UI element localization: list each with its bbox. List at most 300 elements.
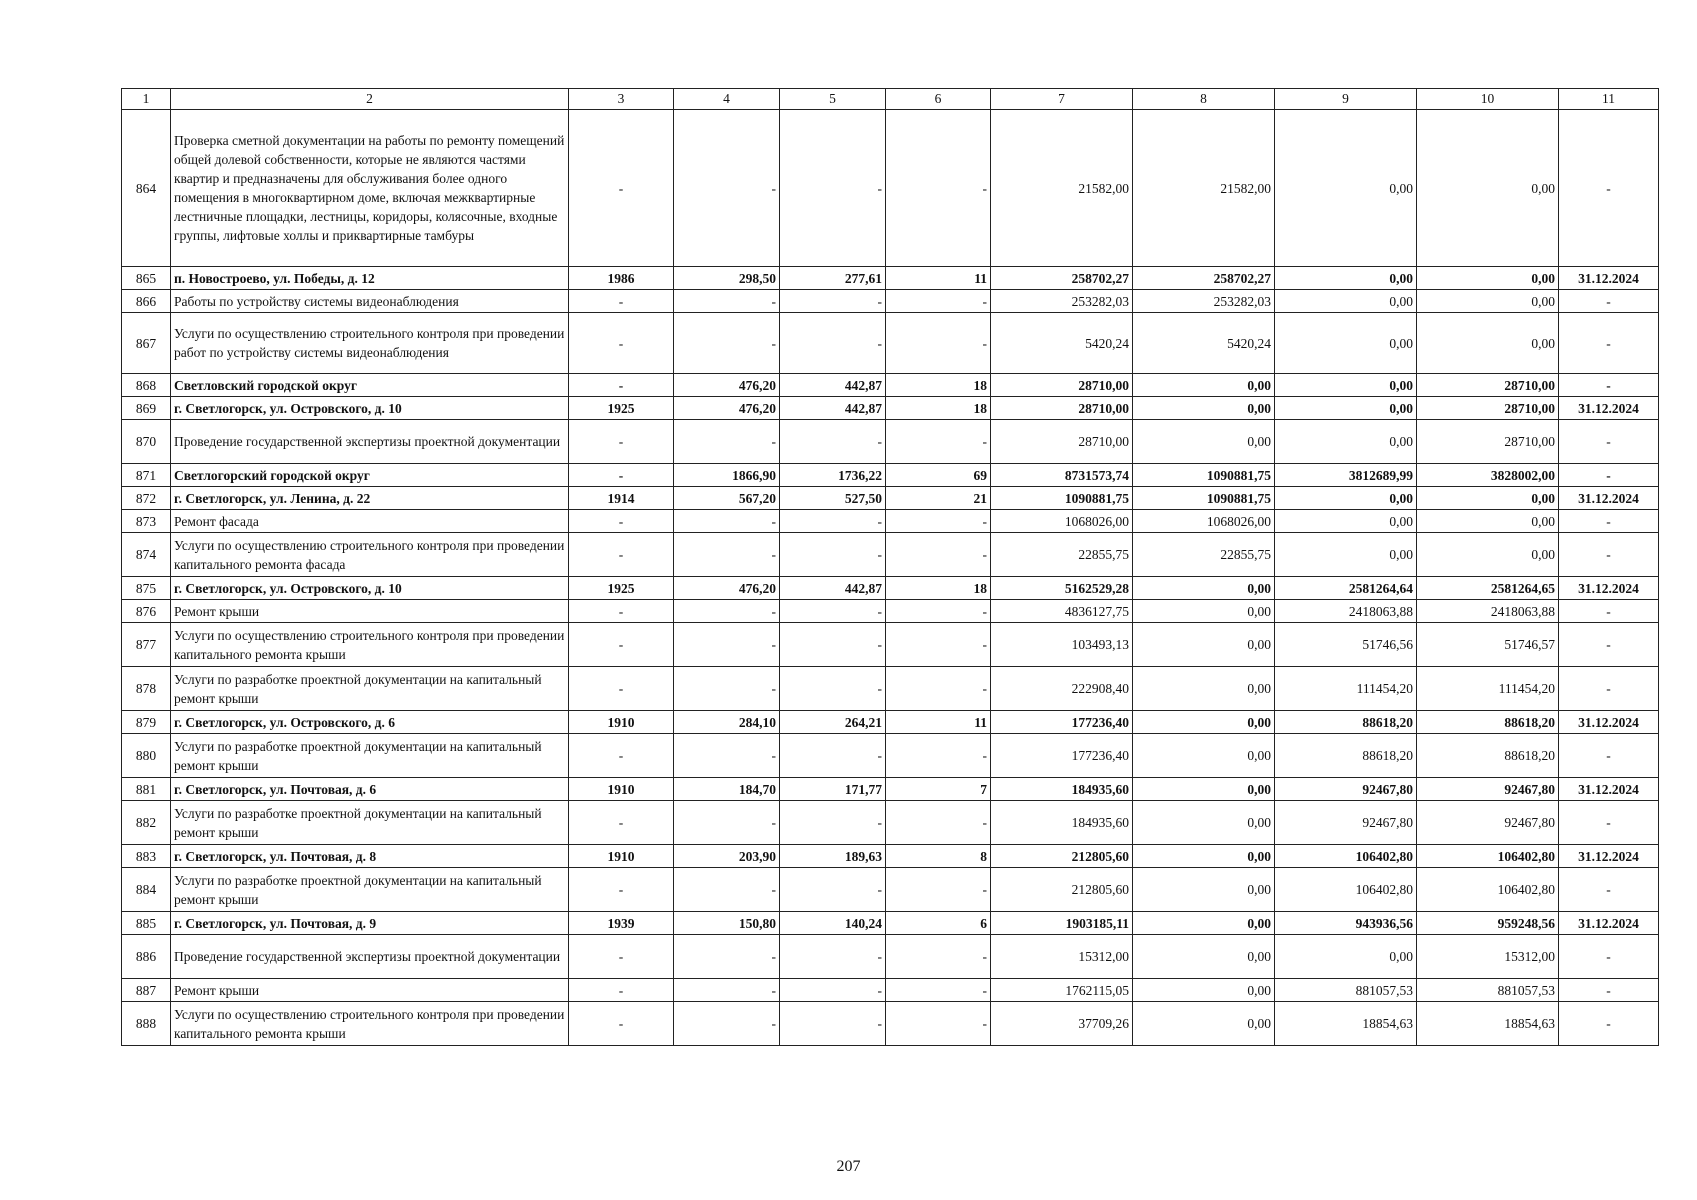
cost-col-9: 3812689,99 — [1275, 464, 1417, 487]
cost-col-9: 18854,63 — [1275, 1002, 1417, 1046]
residents-count: 7 — [886, 778, 991, 801]
cost-col-10: 106402,80 — [1417, 845, 1559, 868]
residents-count: - — [886, 935, 991, 979]
row-description: Услуги по разработке проектной документации на капитальный ремонт крыши — [171, 734, 569, 778]
total-cost: 15312,00 — [991, 935, 1133, 979]
table-row — [122, 374, 1659, 397]
cost-col-10: 92467,80 — [1417, 778, 1559, 801]
row-number: 872 — [122, 487, 171, 510]
deadline-date: - — [1559, 110, 1659, 267]
row-description: г. Светлогорск, ул. Почтовая, д. 8 — [171, 845, 569, 868]
living-area: 442,87 — [780, 397, 886, 420]
total-area: - — [674, 868, 780, 912]
total-area: - — [674, 510, 780, 533]
cost-col-9: 2581264,64 — [1275, 577, 1417, 600]
deadline-date: 31.12.2024 — [1559, 267, 1659, 290]
build-year: - — [569, 510, 674, 533]
total-area: - — [674, 623, 780, 667]
cost-col-10: 88618,20 — [1417, 711, 1559, 734]
row-description: Услуги по осуществлению строительного контроля при проведении капитального ремонта крыши — [171, 623, 569, 667]
table-row — [122, 734, 1659, 778]
cost-col-10: 106402,80 — [1417, 868, 1559, 912]
cost-col-9: 0,00 — [1275, 510, 1417, 533]
row-description: г. Светлогорск, ул. Ленина, д. 22 — [171, 487, 569, 510]
residents-count: 11 — [886, 711, 991, 734]
cost-col-9: 92467,80 — [1275, 801, 1417, 845]
table-row — [122, 778, 1659, 801]
cost-col-10: 15312,00 — [1417, 935, 1559, 979]
total-area: 184,70 — [674, 778, 780, 801]
table-row — [122, 267, 1659, 290]
table-row — [122, 979, 1659, 1002]
cost-col-8: 5420,24 — [1133, 313, 1275, 374]
cost-col-8: 0,00 — [1133, 734, 1275, 778]
residents-count: - — [886, 290, 991, 313]
living-area: - — [780, 110, 886, 267]
total-cost: 177236,40 — [991, 734, 1133, 778]
total-cost: 21582,00 — [991, 110, 1133, 267]
row-number: 874 — [122, 533, 171, 577]
residents-count: 8 — [886, 845, 991, 868]
build-year: - — [569, 600, 674, 623]
total-cost: 28710,00 — [991, 374, 1133, 397]
table-row — [122, 623, 1659, 667]
deadline-date: - — [1559, 868, 1659, 912]
column-header-2: 2 — [171, 89, 569, 110]
table-row — [122, 667, 1659, 711]
row-description: г. Светлогорск, ул. Островского, д. 6 — [171, 711, 569, 734]
cost-col-9: 0,00 — [1275, 420, 1417, 464]
cost-col-10: 51746,57 — [1417, 623, 1559, 667]
row-number: 873 — [122, 510, 171, 533]
total-cost: 177236,40 — [991, 711, 1133, 734]
deadline-date: - — [1559, 420, 1659, 464]
row-description: г. Светлогорск, ул. Почтовая, д. 6 — [171, 778, 569, 801]
cost-col-8: 0,00 — [1133, 935, 1275, 979]
total-cost: 5420,24 — [991, 313, 1133, 374]
residents-count: 6 — [886, 912, 991, 935]
table-row — [122, 510, 1659, 533]
total-cost: 8731573,74 — [991, 464, 1133, 487]
total-area: - — [674, 420, 780, 464]
table-row — [122, 600, 1659, 623]
cost-col-10: 28710,00 — [1417, 397, 1559, 420]
residents-count: - — [886, 979, 991, 1002]
row-number: 870 — [122, 420, 171, 464]
row-number: 885 — [122, 912, 171, 935]
living-area: - — [780, 979, 886, 1002]
table-row — [122, 110, 1659, 267]
build-year: - — [569, 313, 674, 374]
cost-col-8: 0,00 — [1133, 667, 1275, 711]
column-header-11: 11 — [1559, 89, 1659, 110]
row-number: 878 — [122, 667, 171, 711]
deadline-date: 31.12.2024 — [1559, 912, 1659, 935]
build-year: - — [569, 734, 674, 778]
living-area: 527,50 — [780, 487, 886, 510]
residents-count: 21 — [886, 487, 991, 510]
cost-col-10: 0,00 — [1417, 267, 1559, 290]
cost-col-10: 2418063,88 — [1417, 600, 1559, 623]
build-year: 1910 — [569, 711, 674, 734]
deadline-date: - — [1559, 464, 1659, 487]
row-description: г. Светлогорск, ул. Островского, д. 10 — [171, 397, 569, 420]
cost-col-10: 2581264,65 — [1417, 577, 1559, 600]
cost-col-8: 1068026,00 — [1133, 510, 1275, 533]
deadline-date: - — [1559, 374, 1659, 397]
build-year: 1914 — [569, 487, 674, 510]
residents-count: 69 — [886, 464, 991, 487]
living-area: - — [780, 533, 886, 577]
total-area: - — [674, 110, 780, 267]
cost-col-8: 0,00 — [1133, 600, 1275, 623]
cost-col-10: 0,00 — [1417, 290, 1559, 313]
build-year: 1986 — [569, 267, 674, 290]
row-description: Ремонт крыши — [171, 600, 569, 623]
total-area: 476,20 — [674, 577, 780, 600]
row-number: 883 — [122, 845, 171, 868]
row-description: Услуги по осуществлению строительного контроля при проведении капитального ремонта фасада — [171, 533, 569, 577]
deadline-date: - — [1559, 313, 1659, 374]
row-number: 868 — [122, 374, 171, 397]
cost-col-8: 0,00 — [1133, 912, 1275, 935]
total-area: - — [674, 313, 780, 374]
row-number: 887 — [122, 979, 171, 1002]
build-year: - — [569, 290, 674, 313]
column-header-3: 3 — [569, 89, 674, 110]
living-area: - — [780, 1002, 886, 1046]
cost-col-8: 0,00 — [1133, 623, 1275, 667]
row-number: 867 — [122, 313, 171, 374]
table-row — [122, 912, 1659, 935]
cost-col-8: 0,00 — [1133, 420, 1275, 464]
row-number: 888 — [122, 1002, 171, 1046]
deadline-date: - — [1559, 801, 1659, 845]
row-number: 881 — [122, 778, 171, 801]
deadline-date: - — [1559, 623, 1659, 667]
deadline-date: - — [1559, 935, 1659, 979]
cost-col-10: 959248,56 — [1417, 912, 1559, 935]
total-cost: 28710,00 — [991, 397, 1133, 420]
total-cost: 184935,60 — [991, 801, 1133, 845]
cost-col-8: 21582,00 — [1133, 110, 1275, 267]
row-number: 886 — [122, 935, 171, 979]
deadline-date: 31.12.2024 — [1559, 778, 1659, 801]
living-area: - — [780, 801, 886, 845]
build-year: - — [569, 868, 674, 912]
cost-col-8: 258702,27 — [1133, 267, 1275, 290]
living-area: - — [780, 935, 886, 979]
living-area: 189,63 — [780, 845, 886, 868]
cost-col-9: 106402,80 — [1275, 868, 1417, 912]
deadline-date: - — [1559, 533, 1659, 577]
row-description: Проведение государственной экспертизы проектной документации — [171, 420, 569, 464]
cost-col-8: 22855,75 — [1133, 533, 1275, 577]
total-area: 476,20 — [674, 397, 780, 420]
row-description: Светлогорский городской округ — [171, 464, 569, 487]
capital-repair-table — [121, 88, 1659, 1046]
table-row — [122, 397, 1659, 420]
deadline-date: 31.12.2024 — [1559, 711, 1659, 734]
cost-col-10: 0,00 — [1417, 487, 1559, 510]
column-header-1: 1 — [122, 89, 171, 110]
total-area: 1866,90 — [674, 464, 780, 487]
living-area: 277,61 — [780, 267, 886, 290]
total-area: - — [674, 533, 780, 577]
total-cost: 1068026,00 — [991, 510, 1133, 533]
row-number: 877 — [122, 623, 171, 667]
table-row — [122, 711, 1659, 734]
total-area: - — [674, 290, 780, 313]
row-description: Услуги по разработке проектной документации на капитальный ремонт крыши — [171, 868, 569, 912]
cost-col-8: 0,00 — [1133, 845, 1275, 868]
total-area: 476,20 — [674, 374, 780, 397]
cost-col-8: 0,00 — [1133, 979, 1275, 1002]
cost-col-9: 88618,20 — [1275, 734, 1417, 778]
build-year: - — [569, 374, 674, 397]
deadline-date: 31.12.2024 — [1559, 397, 1659, 420]
residents-count: - — [886, 868, 991, 912]
cost-col-8: 1090881,75 — [1133, 464, 1275, 487]
residents-count: - — [886, 623, 991, 667]
living-area: 140,24 — [780, 912, 886, 935]
cost-col-10: 92467,80 — [1417, 801, 1559, 845]
cost-col-8: 1090881,75 — [1133, 487, 1275, 510]
row-description: Проведение государственной экспертизы проектной документации — [171, 935, 569, 979]
column-header-8: 8 — [1133, 89, 1275, 110]
cost-col-9: 0,00 — [1275, 487, 1417, 510]
column-header-5: 5 — [780, 89, 886, 110]
total-cost: 212805,60 — [991, 868, 1133, 912]
living-area: - — [780, 667, 886, 711]
cost-col-9: 0,00 — [1275, 374, 1417, 397]
living-area: 171,77 — [780, 778, 886, 801]
deadline-date: 31.12.2024 — [1559, 577, 1659, 600]
row-number: 880 — [122, 734, 171, 778]
table-row — [122, 801, 1659, 845]
cost-col-9: 881057,53 — [1275, 979, 1417, 1002]
cost-col-8: 253282,03 — [1133, 290, 1275, 313]
table-row — [122, 868, 1659, 912]
deadline-date: - — [1559, 510, 1659, 533]
build-year: 1910 — [569, 778, 674, 801]
cost-col-10: 0,00 — [1417, 110, 1559, 267]
row-description: Светловский городской округ — [171, 374, 569, 397]
table-row — [122, 935, 1659, 979]
total-area: - — [674, 600, 780, 623]
cost-col-8: 0,00 — [1133, 868, 1275, 912]
living-area: - — [780, 623, 886, 667]
residents-count: - — [886, 600, 991, 623]
row-number: 879 — [122, 711, 171, 734]
residents-count: - — [886, 110, 991, 267]
cost-col-9: 88618,20 — [1275, 711, 1417, 734]
build-year: - — [569, 464, 674, 487]
cost-col-9: 106402,80 — [1275, 845, 1417, 868]
living-area: 264,21 — [780, 711, 886, 734]
cost-col-9: 943936,56 — [1275, 912, 1417, 935]
column-header-9: 9 — [1275, 89, 1417, 110]
living-area: - — [780, 290, 886, 313]
cost-col-8: 0,00 — [1133, 577, 1275, 600]
cost-col-10: 28710,00 — [1417, 420, 1559, 464]
cost-col-10: 3828002,00 — [1417, 464, 1559, 487]
row-description: Услуги по осуществлению строительного контроля при проведении работ по устройству системы видеонаблюдения — [171, 313, 569, 374]
row-number: 882 — [122, 801, 171, 845]
cost-col-10: 18854,63 — [1417, 1002, 1559, 1046]
total-cost: 37709,26 — [991, 1002, 1133, 1046]
page-number: 207 — [836, 1158, 861, 1175]
residents-count: - — [886, 734, 991, 778]
total-cost: 212805,60 — [991, 845, 1133, 868]
total-area: 298,50 — [674, 267, 780, 290]
deadline-date: - — [1559, 1002, 1659, 1046]
total-cost: 222908,40 — [991, 667, 1133, 711]
residents-count: - — [886, 533, 991, 577]
cost-col-10: 0,00 — [1417, 313, 1559, 374]
total-cost: 1762115,05 — [991, 979, 1133, 1002]
total-cost: 22855,75 — [991, 533, 1133, 577]
total-area: 284,10 — [674, 711, 780, 734]
residents-count: - — [886, 801, 991, 845]
residents-count: 18 — [886, 397, 991, 420]
total-area: - — [674, 734, 780, 778]
build-year: - — [569, 110, 674, 267]
cost-col-10: 0,00 — [1417, 533, 1559, 577]
residents-count: 11 — [886, 267, 991, 290]
total-cost: 1903185,11 — [991, 912, 1133, 935]
total-area: - — [674, 801, 780, 845]
row-description: Услуги по разработке проектной документации на капитальный ремонт крыши — [171, 801, 569, 845]
build-year: 1910 — [569, 845, 674, 868]
table-row — [122, 420, 1659, 464]
row-description: г. Светлогорск, ул. Островского, д. 10 — [171, 577, 569, 600]
total-area: 567,20 — [674, 487, 780, 510]
total-cost: 103493,13 — [991, 623, 1133, 667]
row-number: 884 — [122, 868, 171, 912]
residents-count: - — [886, 667, 991, 711]
cost-col-10: 0,00 — [1417, 510, 1559, 533]
row-number: 871 — [122, 464, 171, 487]
build-year: - — [569, 533, 674, 577]
row-description: г. Светлогорск, ул. Почтовая, д. 9 — [171, 912, 569, 935]
cost-col-9: 0,00 — [1275, 533, 1417, 577]
living-area: - — [780, 600, 886, 623]
cost-col-9: 2418063,88 — [1275, 600, 1417, 623]
table-row — [122, 533, 1659, 577]
row-description: п. Новостроево, ул. Победы, д. 12 — [171, 267, 569, 290]
cost-col-10: 111454,20 — [1417, 667, 1559, 711]
deadline-date: - — [1559, 979, 1659, 1002]
cost-col-9: 111454,20 — [1275, 667, 1417, 711]
total-area: - — [674, 1002, 780, 1046]
living-area: - — [780, 510, 886, 533]
row-description: Проверка сметной документации на работы по ремонту помещений общей долевой собственности, которые не являются частями квартир и предназначены для обслуживания более одного помещения в многоквартирном доме, включая межквартирные лестничные площадки, лестницы, коридоры, колясочные, входные группы, лифтовые холлы и приквартирные тамбуры — [171, 110, 569, 267]
living-area: 442,87 — [780, 577, 886, 600]
living-area: - — [780, 868, 886, 912]
table-body — [122, 89, 1659, 1046]
column-header-4: 4 — [674, 89, 780, 110]
cost-col-8: 0,00 — [1133, 397, 1275, 420]
build-year: - — [569, 420, 674, 464]
cost-col-9: 0,00 — [1275, 267, 1417, 290]
deadline-date: - — [1559, 600, 1659, 623]
deadline-date: - — [1559, 734, 1659, 778]
residents-count: 18 — [886, 577, 991, 600]
table-row — [122, 487, 1659, 510]
cost-col-9: 0,00 — [1275, 935, 1417, 979]
total-area: - — [674, 935, 780, 979]
row-description: Ремонт крыши — [171, 979, 569, 1002]
cost-col-8: 0,00 — [1133, 778, 1275, 801]
table-row — [122, 577, 1659, 600]
row-number: 869 — [122, 397, 171, 420]
cost-col-8: 0,00 — [1133, 1002, 1275, 1046]
row-number: 864 — [122, 110, 171, 267]
table-row — [122, 1002, 1659, 1046]
living-area: - — [780, 420, 886, 464]
residents-count: - — [886, 313, 991, 374]
deadline-date: 31.12.2024 — [1559, 845, 1659, 868]
deadline-date: - — [1559, 667, 1659, 711]
build-year: - — [569, 935, 674, 979]
row-description: Услуги по осуществлению строительного контроля при проведении капитального ремонта крыши — [171, 1002, 569, 1046]
cost-col-9: 0,00 — [1275, 290, 1417, 313]
cost-col-10: 88618,20 — [1417, 734, 1559, 778]
residents-count: - — [886, 1002, 991, 1046]
cost-col-9: 51746,56 — [1275, 623, 1417, 667]
total-cost: 253282,03 — [991, 290, 1133, 313]
cost-col-10: 28710,00 — [1417, 374, 1559, 397]
deadline-date: - — [1559, 290, 1659, 313]
residents-count: - — [886, 510, 991, 533]
row-number: 866 — [122, 290, 171, 313]
row-number: 865 — [122, 267, 171, 290]
cost-col-9: 0,00 — [1275, 397, 1417, 420]
residents-count: - — [886, 420, 991, 464]
table-row — [122, 290, 1659, 313]
total-cost: 28710,00 — [991, 420, 1133, 464]
cost-col-9: 92467,80 — [1275, 778, 1417, 801]
total-cost: 184935,60 — [991, 778, 1133, 801]
cost-col-8: 0,00 — [1133, 801, 1275, 845]
residents-count: 18 — [886, 374, 991, 397]
table-row — [122, 464, 1659, 487]
living-area: - — [780, 313, 886, 374]
cost-col-10: 881057,53 — [1417, 979, 1559, 1002]
living-area: 1736,22 — [780, 464, 886, 487]
column-header-7: 7 — [991, 89, 1133, 110]
row-description: Услуги по разработке проектной документации на капитальный ремонт крыши — [171, 667, 569, 711]
deadline-date: 31.12.2024 — [1559, 487, 1659, 510]
cost-col-9: 0,00 — [1275, 313, 1417, 374]
build-year: - — [569, 979, 674, 1002]
row-number: 875 — [122, 577, 171, 600]
cost-col-8: 0,00 — [1133, 711, 1275, 734]
total-cost: 258702,27 — [991, 267, 1133, 290]
column-header-10: 10 — [1417, 89, 1559, 110]
build-year: - — [569, 1002, 674, 1046]
total-area: 150,80 — [674, 912, 780, 935]
living-area: - — [780, 734, 886, 778]
column-header-6: 6 — [886, 89, 991, 110]
column-number-header-row — [122, 89, 1659, 110]
build-year: - — [569, 667, 674, 711]
build-year: 1925 — [569, 577, 674, 600]
living-area: 442,87 — [780, 374, 886, 397]
total-area: - — [674, 979, 780, 1002]
table-row — [122, 313, 1659, 374]
